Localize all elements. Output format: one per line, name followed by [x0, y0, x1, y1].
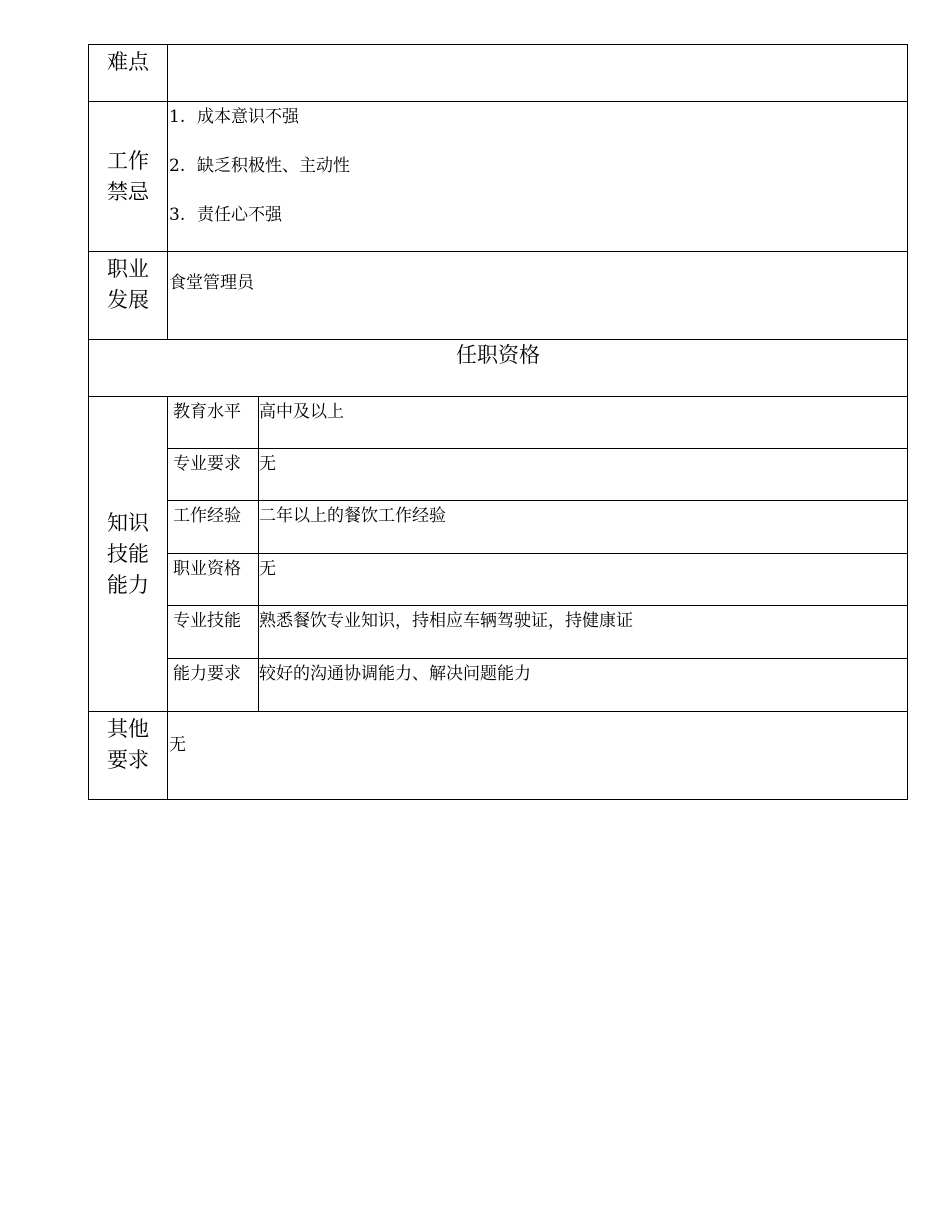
knowledge-label-cell [89, 397, 168, 712]
career-row [89, 252, 908, 340]
list-item-number: 2. [169, 156, 186, 176]
certification-value: 无 [259, 554, 908, 606]
table-row [89, 606, 908, 659]
education-value: 高中及以上 [259, 397, 908, 449]
list-item [169, 151, 907, 200]
difficulty-value [168, 45, 908, 102]
major-label: 专业要求 [168, 449, 259, 501]
difficulty-label-cell [89, 45, 168, 102]
ability-value: 较好的沟通协调能力、解决问题能力 [259, 659, 908, 712]
ability-label: 能力要求 [168, 659, 259, 712]
table-row [89, 397, 908, 449]
taboos-label-line2: 禁忌 [107, 179, 149, 204]
list-item [169, 102, 907, 151]
career-label-line1: 职业 [107, 257, 149, 281]
difficulty-row [89, 45, 908, 102]
list-item-text: 责任心不强 [197, 205, 282, 225]
other-label-line2: 要求 [107, 748, 149, 772]
list-item-text: 缺乏积极性、主动性 [197, 156, 350, 176]
taboos-label-cell [89, 102, 168, 252]
knowledge-label-line1: 知识 [107, 510, 149, 535]
list-item-number: 1. [169, 107, 186, 127]
difficulty-label: 难点 [107, 50, 149, 74]
list-item [169, 200, 907, 249]
taboos-label-line1: 工作 [107, 148, 149, 173]
experience-value: 二年以上的餐饮工作经验 [259, 501, 908, 554]
qualifications-title: 任职资格 [89, 340, 908, 397]
list-item-text: 成本意识不强 [197, 107, 299, 127]
taboos-list [168, 102, 908, 252]
other-label-line1: 其他 [107, 717, 149, 741]
other-label-cell [89, 712, 168, 800]
experience-label: 工作经验 [168, 501, 259, 554]
job-description-table [88, 44, 908, 800]
education-label: 教育水平 [168, 397, 259, 449]
knowledge-label-line2: 技能 [107, 541, 149, 566]
certification-label: 职业资格 [168, 554, 259, 606]
table-row [89, 449, 908, 501]
table-row [89, 501, 908, 554]
knowledge-label-line3: 能力 [107, 572, 149, 597]
skills-value: 熟悉餐饮专业知识，持相应车辆驾驶证，持健康证 [259, 606, 908, 659]
career-label-cell [89, 252, 168, 340]
list-item-number: 3. [169, 205, 186, 225]
table-row [89, 554, 908, 606]
skills-label: 专业技能 [168, 606, 259, 659]
other-row [89, 712, 908, 800]
other-value: 无 [168, 712, 908, 800]
major-value: 无 [259, 449, 908, 501]
table-row [89, 659, 908, 712]
qualifications-header-row [89, 340, 908, 397]
career-label-line2: 发展 [107, 288, 149, 312]
taboos-row [89, 102, 908, 252]
career-value: 食堂管理员 [168, 252, 908, 340]
